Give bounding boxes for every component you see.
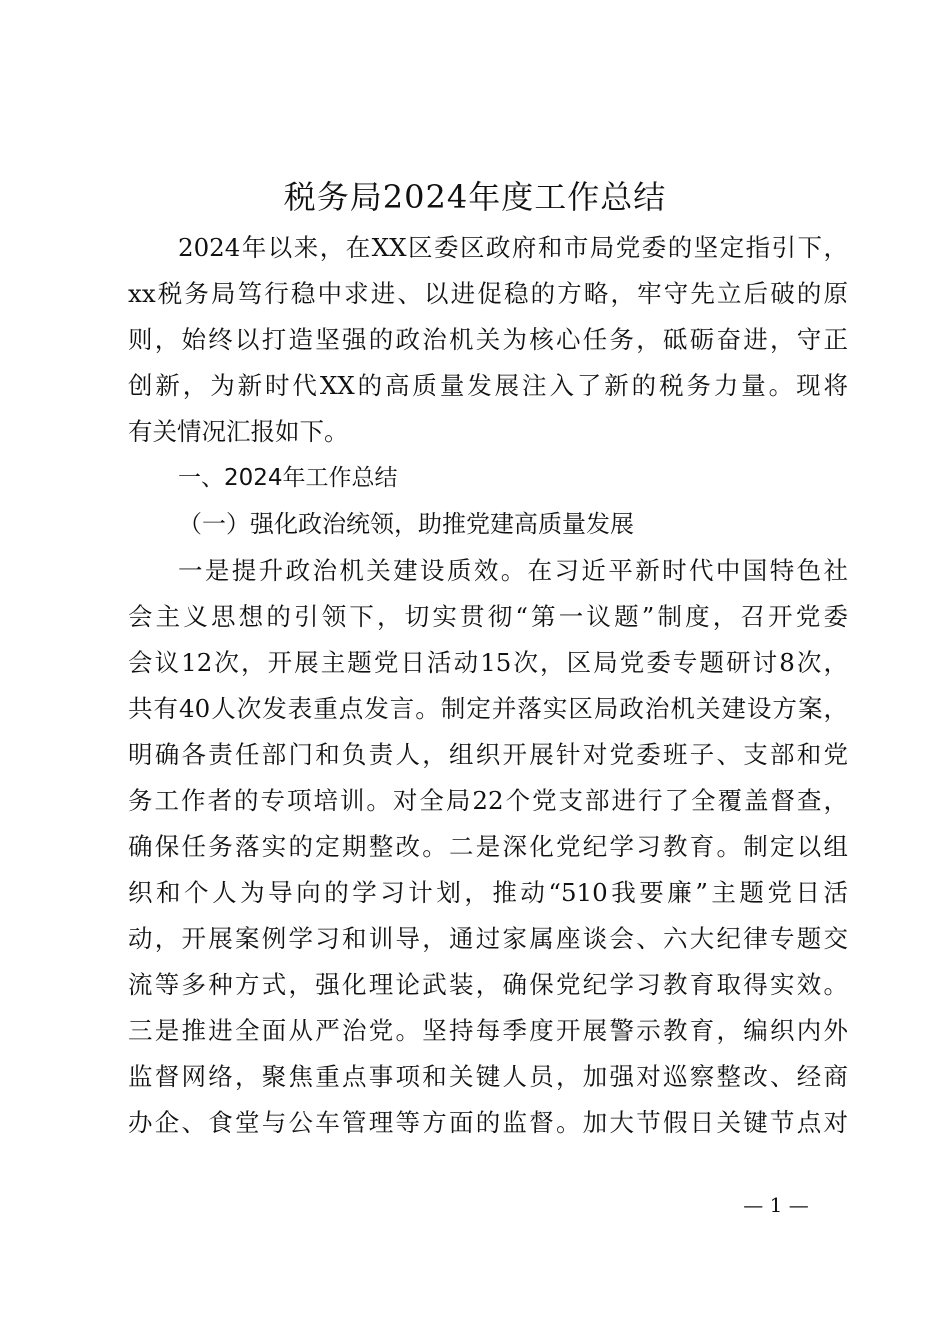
body-line: 务工作者的专项培训。对全局22个党支部进行了全覆盖督查， bbox=[128, 786, 848, 815]
intro-line: 有关情况汇报如下。 bbox=[128, 417, 349, 446]
body-line: 监督网络，聚焦重点事项和关键人员，加强对巡察整改、经商 bbox=[128, 1062, 848, 1091]
subsection-heading: （一）强化政治统领，助推党建高质量发展 bbox=[178, 510, 634, 538]
page-number: — 1 — bbox=[743, 1193, 809, 1217]
body-line: 三是推进全面从严治党。坚持每季度开展警示教育，编织内外 bbox=[128, 1016, 848, 1045]
body-line: 流等多种方式，强化理论武装，确保党纪学习教育取得实效。 bbox=[128, 970, 848, 999]
body-line: 办企、食堂与公车管理等方面的监督。加大节假日关键节点对 bbox=[128, 1108, 848, 1137]
intro-line: xx税务局笃行稳中求进、以进促稳的方略，牢守先立后破的原 bbox=[128, 279, 848, 308]
body-line: 明确各责任部门和负责人，组织开展针对党委班子、支部和党 bbox=[128, 740, 848, 769]
document-title: 税务局2024年度工作总结 bbox=[283, 178, 667, 216]
intro-line: 则，始终以打造坚强的政治机关为核心任务，砥砺奋进，守正 bbox=[128, 325, 848, 354]
intro-line: 2024年以来，在XX区委区政府和市局党委的坚定指引下， bbox=[178, 233, 848, 262]
body-line: 织和个人为导向的学习计划，推动“510我要廉”主题党日活 bbox=[128, 878, 848, 907]
body-line: 会议12次，开展主题党日活动15次，区局党委专题研讨8次， bbox=[128, 648, 848, 677]
body-line: 会主义思想的引领下，切实贯彻“第一议题”制度，召开党委 bbox=[128, 602, 848, 631]
body-line: 一是提升政治机关建设质效。在习近平新时代中国特色社 bbox=[178, 556, 848, 585]
section-heading: 一、2024年工作总结 bbox=[178, 465, 398, 491]
body-line: 共有40人次发表重点发言。制定并落实区局政治机关建设方案， bbox=[128, 694, 848, 723]
body-line: 确保任务落实的定期整改。二是深化党纪学习教育。制定以组 bbox=[128, 832, 848, 861]
intro-line: 创新，为新时代XX的高质量发展注入了新的税务力量。现将 bbox=[128, 371, 848, 400]
body-line: 动，开展案例学习和训导，通过家属座谈会、六大纪律专题交 bbox=[128, 924, 848, 953]
